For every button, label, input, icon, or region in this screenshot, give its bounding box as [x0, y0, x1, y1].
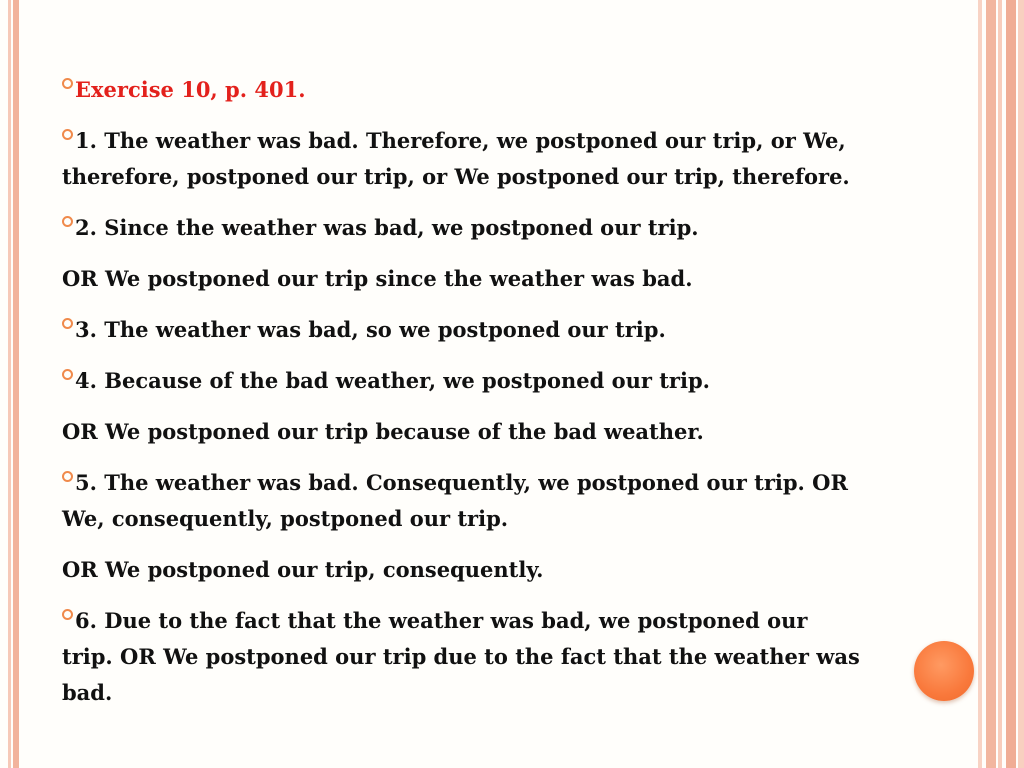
- right-decorative-stripe: [998, 0, 1002, 768]
- slide-body: [62, 72, 862, 726]
- circle-bullet-icon: [62, 471, 73, 482]
- answer-paragraph: OR We postponed our trip because of the bad weather.: [62, 419, 704, 444]
- answer-paragraph: 3. The weather was bad, so we postponed our trip.: [62, 312, 862, 348]
- orange-circle-decoration: [914, 641, 974, 701]
- slide-title: Exercise 10, p. 401.: [62, 72, 862, 108]
- right-decorative-stripe: [986, 0, 996, 768]
- circle-bullet-icon: [62, 369, 73, 380]
- answer-paragraph: 4. Because of the bad weather, we postponed our trip.: [62, 363, 862, 399]
- right-decorative-stripe: [1018, 0, 1024, 768]
- answer-paragraph: 1. The weather was bad. Therefore, we postponed our trip, or We, therefore, postponed our trip, or We postponed our trip, therefore.: [62, 128, 850, 189]
- circle-bullet-icon: [62, 318, 73, 329]
- left-decorative-stripe: [8, 0, 11, 768]
- circle-bullet-icon: [62, 609, 73, 620]
- answer-paragraph: 2. Since the weather was bad, we postponed our trip.: [62, 210, 862, 246]
- circle-bullet-icon: [62, 216, 73, 227]
- right-decorative-stripe: [1006, 0, 1016, 768]
- answer-paragraph: 5. The weather was bad. Consequently, we postponed our trip. OR We, consequently, postponed our trip.: [62, 470, 848, 531]
- answer-paragraph: OR We postponed our trip, consequently.: [62, 557, 544, 582]
- circle-bullet-icon: [62, 129, 73, 140]
- answer-paragraph: OR We postponed our trip since the weather was bad.: [62, 266, 693, 291]
- circle-bullet-icon: [62, 78, 73, 89]
- answer-paragraph: 6. Due to the fact that the weather was bad, we postponed our trip. OR We postponed our trip due to the fact that the weather was bad.: [62, 608, 860, 705]
- right-decorative-stripe: [978, 0, 982, 768]
- left-decorative-stripe: [13, 0, 19, 768]
